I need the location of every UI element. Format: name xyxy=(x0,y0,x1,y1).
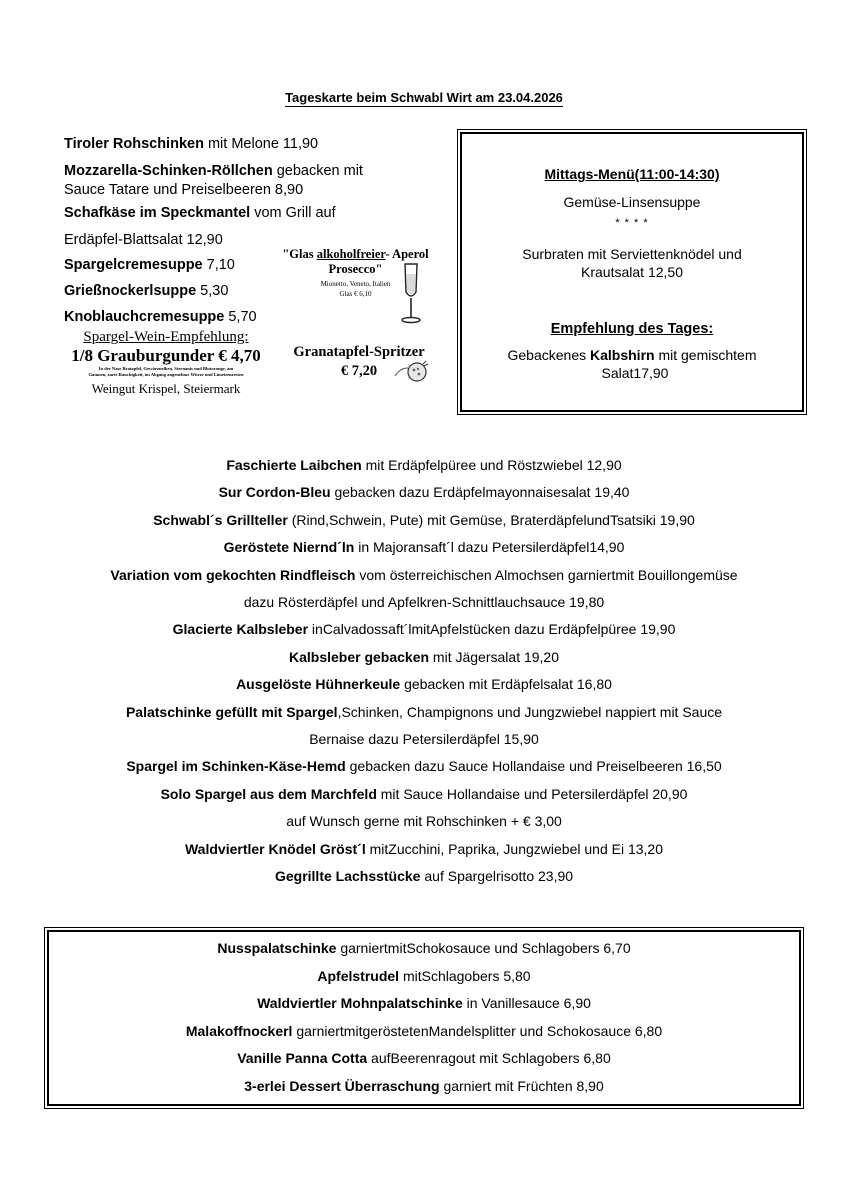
starter-name: Mozzarella-Schinken-Röllchen xyxy=(64,163,273,179)
starter-desc: 5,30 xyxy=(196,283,229,299)
dish-desc: ,Schinken, Champignons und Jungzwiebel nappiert mit Sauce xyxy=(337,703,723,720)
main-dish-item xyxy=(0,753,848,780)
main-dish-item xyxy=(0,863,848,890)
dessert-item xyxy=(49,963,799,991)
dish-desc: mit Sauce Hollandaise und Petersilerdäpfel 20,90 xyxy=(376,785,688,802)
starter-item xyxy=(64,182,459,199)
recommendation-post: mit gemischtem xyxy=(654,347,757,363)
wine-note: In der Nase Bratapfel, Gewürznelken, Sternanis und Blutorange, am xyxy=(98,366,234,371)
dish-name: Spargel im Schinken-Käse-Hemd xyxy=(126,758,346,775)
recommendation-line2: Salat17,90 xyxy=(601,365,669,381)
dish-name: Schwabl´s Grillteller xyxy=(153,511,288,528)
dish-name: Solo Spargel aus dem Marchfeld xyxy=(160,785,377,802)
main-dish-item xyxy=(0,452,848,479)
dish-desc: dazu Rösterdäpfel und Apfelkren-Schnittlauchsauce 19,80 xyxy=(243,594,605,611)
lunch-menu-heading: Mittags-Menü(11:00-14:30) xyxy=(544,166,720,182)
dessert-item xyxy=(49,935,799,963)
main-dishes-list xyxy=(0,452,848,891)
recommendation-pre: Gebackenes xyxy=(507,347,590,363)
main-dish-item xyxy=(0,836,848,863)
pomegranate-icon xyxy=(393,358,433,384)
dish-name: Waldviertler Knödel Gröst´l xyxy=(184,840,366,857)
wine-recommendation xyxy=(60,328,272,397)
dish-desc: mit Jägersalat 19,20 xyxy=(429,648,560,665)
wine-winery: Weingut Krispel, Steiermark xyxy=(91,381,241,396)
aperol-title-pre: "Glas xyxy=(282,247,317,261)
recommendation-bold: Kalbshirn xyxy=(590,347,655,363)
dessert-name: Nusspalatschinke xyxy=(217,940,337,956)
lunch-separator: * * * * xyxy=(615,217,649,229)
aperol-title-post: - Aperol xyxy=(385,247,429,261)
starter-desc: Sauce Tatare und Preiselbeeren 8,90 xyxy=(64,182,304,198)
dish-name: Gegrillte Lachsstücke xyxy=(274,868,421,885)
dish-name: Sur Cordon-Bleu xyxy=(218,484,331,501)
main-dish-item xyxy=(0,616,848,643)
spritzer-price: € 7,20 xyxy=(340,363,378,379)
page-title xyxy=(0,90,848,105)
dish-name: Geröstete Niernd´ln xyxy=(223,539,355,556)
dish-name: Glacierte Kalbsleber xyxy=(172,621,309,638)
dessert-item xyxy=(49,990,799,1018)
starter-item xyxy=(64,160,459,182)
dish-name: Kalbsleber gebacken xyxy=(288,648,430,665)
dish-desc: Bernaise dazu Petersilerdäpfel 15,90 xyxy=(309,731,539,748)
aperol-title-underlined: alkoholfreier xyxy=(316,247,386,261)
dessert-desc: in Vanillesauce 6,90 xyxy=(462,995,591,1012)
dessert-desc: garniertmitSchokosauce und Schlagobers 6,70 xyxy=(336,940,631,956)
dessert-desc: mitSchlagobers 5,80 xyxy=(399,967,531,984)
dish-desc: vom österreichischen Almochsen garniertmit Bouillongemüse xyxy=(355,566,738,583)
main-dish-item xyxy=(0,507,848,534)
lunch-main-line1: Surbraten mit Serviettenknödel und xyxy=(522,246,742,262)
dessert-desc: garniertmitgeröstetenMandelsplitter und Schokosauce 6,80 xyxy=(292,1022,663,1039)
main-dish-item xyxy=(0,781,848,808)
starter-desc: vom Grill auf xyxy=(250,205,336,221)
dish-name: Ausgelöste Hühnerkeule xyxy=(236,676,401,693)
lunch-menu-box xyxy=(460,132,804,412)
main-dish-item xyxy=(0,671,848,698)
starter-item xyxy=(64,202,459,224)
dessert-name: Malakoffnockerl xyxy=(185,1022,293,1039)
lunch-soup: Gemüse-Linsensuppe xyxy=(563,194,701,210)
dessert-name: Waldviertler Mohnpalatschinke xyxy=(257,995,463,1012)
wine-note: Gaumen, zarte Rauchigkeit, im Abgang angenehme Würze und Limettenzesten xyxy=(88,372,244,377)
starter-name: Spargelcremesuppe xyxy=(64,257,203,273)
spritzer-name: Granatapfel-Spritzer xyxy=(293,344,425,360)
desserts-box xyxy=(47,930,801,1106)
dish-desc: in Majoransaft´l dazu Petersilerdäpfel14,90 xyxy=(354,539,625,556)
starter-name: Tiroler Rohschinken xyxy=(64,136,204,152)
aperol-title-line2: Prosecco" xyxy=(328,262,383,276)
aperol-price: Glas € 6,10 xyxy=(339,290,372,298)
starter-name: Schafkäse im Speckmantel xyxy=(64,205,251,221)
dish-desc: auf Spargelrisotto 23,90 xyxy=(420,868,574,885)
main-dish-item xyxy=(0,562,848,589)
wine-heading: Spargel-Wein-Empfehlung: xyxy=(83,329,249,345)
dish-desc: gebacken dazu Erdäpfelmayonnaisesalat 19,40 xyxy=(330,484,630,501)
dish-desc: gebacken dazu Sauce Hollandaise und Preiselbeeren 16,50 xyxy=(345,758,722,775)
dessert-desc: garniert mit Früchten 8,90 xyxy=(439,1077,604,1094)
starter-desc: 7,10 xyxy=(202,257,235,273)
main-dish-item xyxy=(0,699,848,726)
main-dish-item xyxy=(0,726,848,753)
dessert-name: Vanille Panna Cotta xyxy=(237,1050,368,1067)
recommendation-heading: Empfehlung des Tages: xyxy=(550,321,714,337)
main-dish-item xyxy=(0,534,848,561)
dish-name: Faschierte Laibchen xyxy=(226,457,362,473)
lunch-main-line2: Krautsalat 12,50 xyxy=(581,264,683,280)
starter-desc: mit Melone 11,90 xyxy=(203,136,319,152)
aperol-origin: Mionetto, Veneto, Italien xyxy=(320,280,391,288)
dish-name: Palatschinke gefüllt mit Spargel xyxy=(125,703,338,720)
dish-desc: inCalvadossaft´lmitApfelstücken dazu Erdäpfelpüree 19,90 xyxy=(308,621,676,638)
starter-name: Grießnockerlsuppe xyxy=(64,283,197,299)
dessert-item xyxy=(49,1073,799,1101)
main-dish-item xyxy=(0,808,848,835)
main-dish-item xyxy=(0,589,848,616)
aperol-title xyxy=(268,247,443,262)
dish-desc: mit Erdäpfelpüree und Röstzwiebel 12,90 xyxy=(361,457,622,473)
page-title-text: Tageskarte beim Schwabl Wirt am 23.04.2026 xyxy=(285,90,563,105)
dish-desc: auf Wunsch gerne mit Rohschinken + € 3,00 xyxy=(286,813,562,830)
starter-name: Knoblauchcremesuppe xyxy=(64,309,225,325)
dish-desc: (Rind,Schwein, Pute) mit Gemüse, BraterdäpfelundTsatsiki 19,90 xyxy=(287,511,695,528)
starter-desc: 5,70 xyxy=(224,309,257,325)
dish-desc: gebacken mit Erdäpfelsalat 16,80 xyxy=(400,676,612,693)
starter-desc: Erdäpfel-Blattsalat 12,90 xyxy=(64,232,223,248)
dessert-item xyxy=(49,1045,799,1073)
dessert-name: 3-erlei Dessert Überraschung xyxy=(244,1077,440,1094)
dish-desc: mitZucchini, Paprika, Jungzwiebel und Ei 13,20 xyxy=(365,840,663,857)
dessert-item xyxy=(49,1018,799,1046)
dessert-desc: aufBeerenragout mit Schlagobers 6,80 xyxy=(367,1050,611,1067)
main-dish-item xyxy=(0,479,848,506)
starter-item xyxy=(64,133,459,155)
main-dish-item xyxy=(0,644,848,671)
desserts-list xyxy=(49,935,799,1101)
starter-desc: gebacken mit xyxy=(272,163,363,179)
wine-name: 1/8 Grauburgunder € 4,70 xyxy=(71,346,261,365)
recommendation-line1 xyxy=(462,347,802,363)
champagne-glass-icon xyxy=(396,262,426,326)
dessert-name: Apfelstrudel xyxy=(317,967,400,984)
dish-name: Variation vom gekochten Rindfleisch xyxy=(110,566,356,583)
